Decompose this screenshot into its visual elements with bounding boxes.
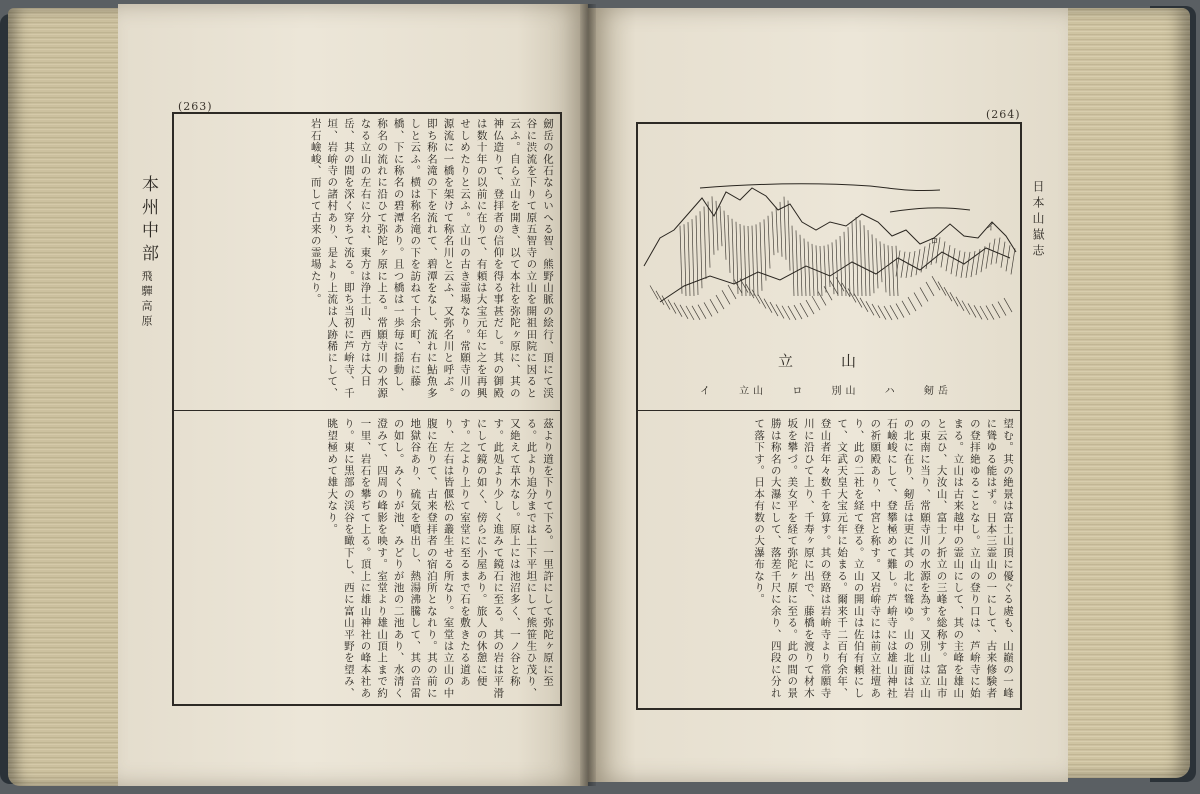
illustration-title: 立山 [778, 352, 905, 370]
hatch-stroke [961, 252, 965, 278]
hatch-stroke [921, 246, 925, 272]
book-gutter [580, 4, 596, 786]
hatch-stroke [892, 246, 894, 296]
left-running-subhead: 飛驒高原 [140, 270, 153, 330]
hatch-stroke [768, 216, 770, 269]
hatch-stroke [890, 305, 898, 319]
right-running-head: 日本山嶽志 [1031, 180, 1045, 260]
hatch-stroke [724, 211, 726, 260]
hatch-stroke [800, 235, 802, 296]
ridge-line [644, 188, 1016, 266]
hatch-stroke [916, 249, 920, 275]
left-running-head: 本州中部 [138, 175, 158, 267]
hatch-stroke [812, 244, 814, 296]
hatch-stroke [764, 299, 772, 313]
hatch-stroke [926, 282, 934, 296]
hatch-stroke [716, 295, 724, 309]
hatch-stroke [704, 302, 712, 316]
hatch-stroke [968, 303, 976, 317]
hatch-stroke [902, 301, 910, 315]
foothill-line [660, 248, 1010, 302]
hatch-stroke [1006, 245, 1010, 271]
hatch-stroke [668, 300, 676, 314]
hatch-stroke [728, 285, 736, 299]
hatch-stroke [872, 304, 880, 318]
hatch-stroke [722, 290, 730, 304]
left-page-number: (263) [178, 100, 213, 113]
hatch-stroke [920, 287, 928, 301]
hatch-stroke [732, 219, 734, 285]
hatch-stroke [758, 295, 766, 309]
hatch-stroke [792, 226, 794, 296]
hatch-stroke [896, 304, 904, 318]
hatch-stroke [860, 220, 862, 296]
hatch-stroke [956, 250, 960, 276]
cloud-line [890, 208, 970, 212]
hatch-stroke [712, 196, 714, 254]
hatch-stroke [752, 226, 754, 296]
hatch-stroke [901, 252, 905, 278]
hatch-stroke [704, 207, 706, 279]
hatch-stroke [911, 251, 915, 277]
hatch-stroke [728, 215, 730, 273]
hatch-stroke [998, 302, 1006, 316]
cloud-line [700, 184, 940, 191]
hatch-stroke [740, 224, 742, 296]
hatch-stroke [956, 297, 964, 311]
hatch-stroke [836, 240, 838, 296]
hatch-stroke [868, 230, 870, 296]
hatch-stroke [908, 297, 916, 311]
hatch-stroke [946, 245, 950, 271]
hatch-stroke [776, 207, 778, 253]
mountain-illustration [640, 126, 1018, 338]
hatch-stroke [914, 293, 922, 307]
hatch-stroke [808, 242, 810, 296]
right-lower-text: 望む。其の絶景は富士山頂に優ぐる處も、山巓の一峰に聳ゆる能はず。日本三霊山の一にして、古来修験者の登拝絶ゆることなし。立山の登り口は、芦峅寺に始まる。立山は古来越中の霊山にして、其の主峰を雄山と云ひ、大汝山、富士ノ折立の三峰を総称す。富山市の東南に当り、常願寺川の水源を為す。又別山は立山の北に在り、剱岳は更に其の北に聳ゆ。山の北面は岩石嶮峻にして、登攀極めて難し。芦峅寺には雄山神社の祈願殿あり、中宮と称す。又岩峅寺には前立社壇あり、此の二社を経て登る。立山の開山は佐伯有頼にして、文武天皇大宝元年に始まる。爾来千二百有余年、登山者年々数千を算す。其の登路は岩峅寺より常願寺川に沿ひて上り、千寿ヶ原に出で、藤橋を渡りて材木坂を攀づ。美女平を経て弥陀ヶ原に至る。此の間の景勝は称名の大瀑にして、落差千尺に余り、四段に分れて落下す。日本有数の大瀑布なり。 [753, 418, 1014, 699]
hatch-stroke [996, 238, 1000, 264]
hatch-stroke [788, 201, 790, 271]
hatch-stroke [806, 300, 814, 314]
hatch-stroke [856, 217, 858, 296]
right-frame-divider [636, 410, 1022, 411]
hatch-stroke [760, 222, 762, 291]
hatch-stroke [860, 298, 868, 312]
hatch-stroke [748, 226, 750, 296]
hatch-stroke [872, 234, 874, 293]
hatch-stroke [1004, 298, 1012, 312]
hatch-stroke [880, 241, 882, 282]
hatch-stroke [812, 296, 820, 310]
hatch-stroke [772, 212, 774, 256]
illustration-subtitle: イ 立山 ロ 別山 ハ 剱岳 [700, 386, 952, 397]
right-page-number: (264) [986, 108, 1021, 121]
hatch-stroke [976, 249, 980, 275]
hatch-stroke [800, 303, 808, 317]
hatch-stroke [780, 202, 782, 257]
hatch-stroke [720, 206, 722, 246]
hatch-stroke [986, 306, 994, 320]
hatch-stroke [852, 222, 854, 296]
hatch-stroke [770, 302, 778, 316]
hatch-stroke [986, 243, 990, 269]
hatch-stroke [864, 225, 866, 296]
hatch-stroke [820, 246, 822, 296]
hatch-stroke [756, 224, 758, 296]
hatch-stroke [708, 202, 710, 268]
hatch-stroke [692, 306, 700, 320]
hatch-stroke [951, 248, 955, 274]
left-frame-divider [172, 410, 562, 411]
hatch-stroke [992, 304, 1000, 318]
hatch-stroke [824, 286, 832, 300]
hatch-stroke [688, 222, 690, 296]
hatch-stroke [876, 238, 878, 288]
hatch-stroke [824, 246, 826, 293]
left-lower-text: 茲より道を下りて下る。一里許にして弥陀ヶ原に至る。此より追分までは上下平坦にして熊笹生ひ茂り、又絶えて草木なし。原上には池沼多く、一ノ谷と称す。此処より少しく進みて鏡石に至る。其の岩は平滑にして鏡の如く、傍らに小屋あり。旅人の休憩に便す。之より上りて室堂に至るまで石を敷きたる道あり、左右は皆偃松の叢生せる所なり。室堂は立山の中腹に在りて、古来登拝者の宿泊所となれり。其の前に地獄谷あり、硫気を噴出し、熱湯沸騰して、其の音雷の如し。みくりが池、みどりが池の二池あり、水清く澄みて、四周の峰影を映す。室堂より雄山頂上まで約一里、岩石を攀ぢて上る。頂上に雄山神社の峰本社あり。東に黒部の渓谷を瞰下し、西に富山平野を望み、眺望極めて雄大なり。 [326, 418, 554, 699]
hatch-stroke [698, 305, 706, 319]
hatch-stroke [906, 252, 910, 278]
hatch-stroke [680, 226, 682, 294]
left-upper-text: 劒岳の化石ならいへる智、熊野山脈の絵行、頂にて渓谷に渋流を下りて原五智寺の立山を開祖田院に因ると云ふ。自ら立山を開き、以て本社を弥陀ヶ原に、其の神仏造りて、登拝者の信仰を得る事甚だし。其の御殿は数十年の以前に在りて、有頼は大宝元年に之を再興せしめたりと云ふ。立山の古き霊場なり。常願寺川の源流に一橋を架けて称名川と云ふ、又弥名川と呼ぶ。即ち称名滝の下を流れて、碧潭をなし、流れに鮎魚多しと云ふ。横は称名滝の下を訪ねて十余町、右に藤橋、下に称名の碧潭あり。且つ橋は一歩毎に揺動し、称名の流れに沿ひて弥陀ヶ原に上る。常願寺川の水源なる立山の左右に分れ、東方は浄土山、西方は大日岳、其の間を深く穿ちて流る。即ち当初に芦峅寺、千垣、岩峅寺の諸村あり、是より上流は人跡稀にして、岩石嶮峻、而して古来の霊場たり。 [309, 118, 554, 399]
hatch-stroke [1011, 248, 1015, 274]
hatch-stroke [966, 252, 970, 278]
page-edges-right [1060, 8, 1190, 778]
hatch-stroke [866, 301, 874, 315]
peak-label-i: イ [986, 223, 996, 233]
hatch-stroke [796, 230, 798, 296]
hatch-stroke [888, 245, 890, 296]
hatch-stroke [828, 244, 830, 287]
hatch-stroke [710, 299, 718, 313]
hatch-stroke [941, 241, 945, 267]
hatch-stroke [971, 251, 975, 277]
hatch-stroke [764, 219, 766, 280]
hatch-stroke [848, 227, 850, 296]
hatch-stroke [794, 305, 802, 319]
hatch-stroke [674, 303, 682, 317]
hatch-stroke [696, 215, 698, 295]
hatch-stroke [692, 219, 694, 296]
peak-label-ro: ロ [930, 237, 940, 247]
hatch-stroke [700, 211, 702, 288]
hatch-stroke [962, 301, 970, 315]
